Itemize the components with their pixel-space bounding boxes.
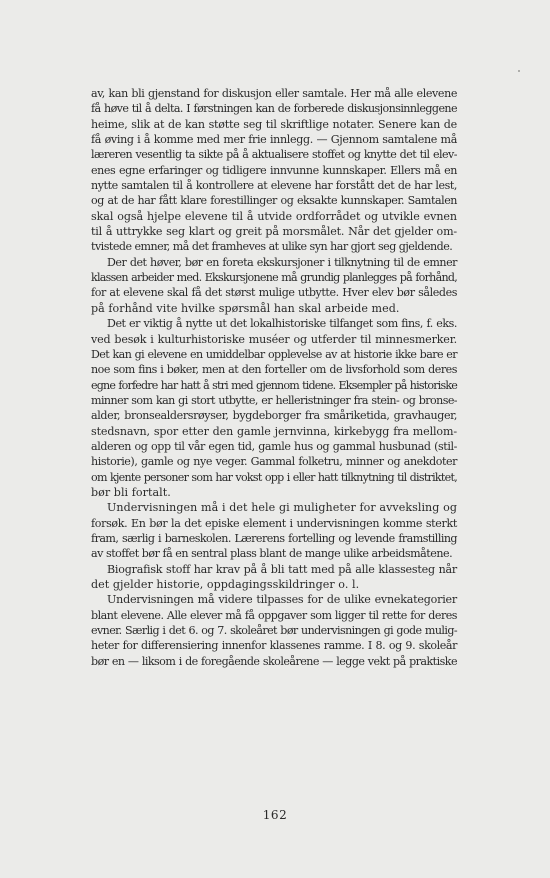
- text-line: Der det høver, bør en foreta ekskursjoner i tilknytning til de emner: [107, 255, 457, 269]
- page-number: 162: [262, 808, 288, 822]
- text-line: av stoffet bør få en sentral plass blant de mange ulike arbeidsmåtene.: [91, 547, 453, 561]
- scan-speck: [518, 70, 520, 72]
- text-line: forsøk. En bør la det episke element i undervisningen komme sterkt: [91, 516, 457, 530]
- text-line: Det er viktig å nytte ut det lokalhistoriske tilfanget som fins, f. eks.: [107, 317, 457, 331]
- text-line: om kjente personer som har vokst opp i eller hatt tilknytning til distriktet,: [91, 470, 457, 484]
- text-line: få øving i å komme med mer frie innlegg. — Gjennom samtalene må: [91, 133, 457, 147]
- text-line: på forhånd vite hvilke spørsmål han skal arbeide med.: [91, 301, 400, 315]
- text-line: heter for differensiering innenfor klassenes ramme. I 8. og 9. skoleår: [91, 639, 457, 653]
- text-line: evner. Særlig i det 6. og 7. skoleåret bør undervisningen gi gode mulig-: [91, 624, 457, 638]
- text-line: enes egne erfaringer og tidligere innvunne kunnskaper. Ellers må en: [91, 163, 457, 177]
- text-line: Undervisningen må videre tilpasses for de ulike evnekategorier: [107, 593, 457, 607]
- text-line: og at de har fått klare forestillinger og eksakte kunnskaper. Samtalen: [91, 194, 457, 208]
- text-line: av, kan bli gjenstand for diskusjon eller samtale. Her må alle elevene: [91, 87, 457, 100]
- text-line: Undervisningen må i det hele gi muligheter for avveksling og: [107, 501, 457, 515]
- text-line: læreren vesentlig ta sikte på å aktualisere stoffet og knytte det til elev-: [91, 148, 457, 162]
- text-line: Biografisk stoff har krav på å bli tatt med på alle klassesteg når: [107, 562, 457, 576]
- text-line: klassen arbeider med. Ekskursjonene må grundig planlegges på forhånd,: [91, 271, 457, 285]
- text-line: til å uttrykke seg klart og greit på morsmålet. Når det gjelder om-: [91, 225, 457, 239]
- text-line: tvistede emner, må det framheves at ulike syn har gjort seg gjeldende.: [91, 240, 453, 254]
- text-line: nytte samtalen til å kontrollere at elevene har forstått det de har lest,: [91, 179, 457, 193]
- text-line: få høve til å delta. I førstningen kan de forberede diskusjonsinnleggene: [91, 102, 457, 116]
- text-line: stedsnavn, spor etter den gamle jernvinna, kirkebygg fra mellom-: [91, 424, 457, 438]
- text-line: egne forfedre har hatt å stri med gjennom tidene. Eksempler på historiske: [91, 378, 457, 392]
- text-line: fram, særlig i barneskolen. Lærerens fortelling og levende framstilling: [91, 531, 457, 545]
- body-text: [91, 86, 457, 669]
- text-line: heime, slik at de kan støtte seg til skriftlige notater. Senere kan de: [91, 117, 457, 131]
- text-line: minner som kan gi stort utbytte, er helleristninger fra stein- og bronse-: [91, 393, 457, 407]
- text-line: det gjelder historie, oppdagingsskildringer o. l.: [91, 578, 360, 591]
- text-line: for at elevene skal få det størst mulige utbytte. Hver elev bør således: [91, 286, 457, 300]
- text-line: Det kan gi elevene en umiddelbar opplevelse av at historie ikke bare er: [91, 347, 457, 361]
- text-line: ved besøk i kulturhistoriske muséer og utferder til minnesmerker.: [91, 332, 457, 346]
- text-line: bør en — liksom i de foregående skoleårene — legge vekt på praktiske: [91, 654, 457, 668]
- text-line: bør bli fortalt.: [91, 485, 171, 499]
- text-line: historie), gamle og nye veger. Gammal folketru, minner og anekdoter: [91, 455, 457, 469]
- text-line: blant elevene. Alle elever må få oppgaver som ligger til rette for deres: [91, 608, 457, 622]
- text-line: alderen og opp til vår egen tid, gamle hus og gammal husbunad (stil-: [91, 439, 457, 453]
- text-line: skal også hjelpe elevene til å utvide ordforrådet og utvikle evnen: [91, 209, 457, 223]
- text-line: noe som fins i bøker, men at den forteller om de livsforhold som deres: [91, 363, 457, 377]
- text-line: alder, bronsealdersrøyser, bygdeborger fra småriketida, gravhauger,: [91, 409, 457, 423]
